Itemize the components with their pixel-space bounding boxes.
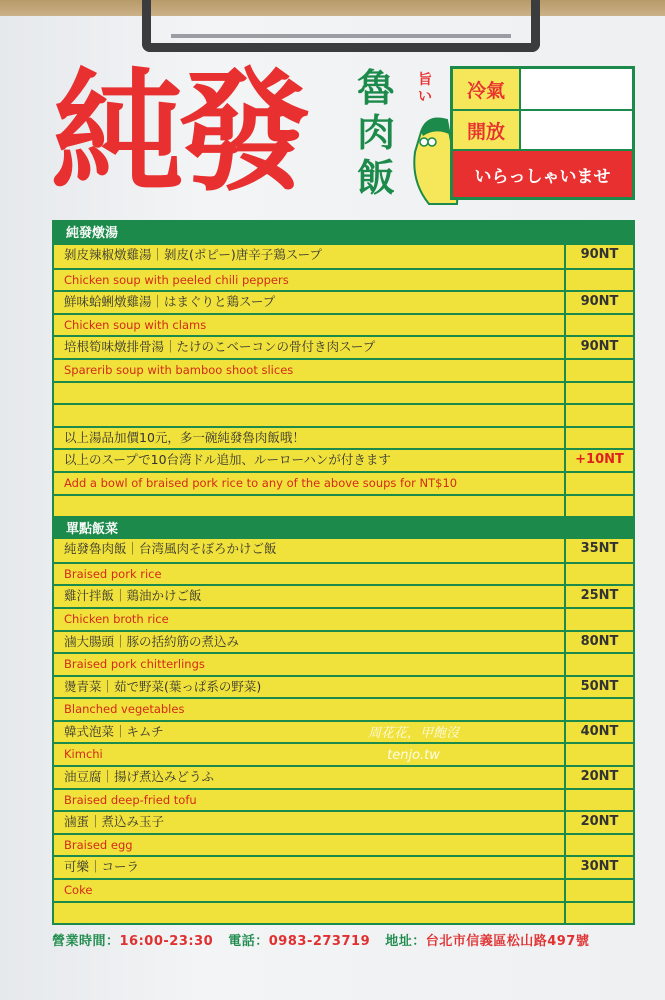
brand-logo: 純發	[52, 56, 304, 210]
item-name: 燙青菜｜茹で野菜(葉っぱ系の野菜)	[64, 678, 262, 694]
umai-label: 旨い	[418, 72, 432, 105]
footer-info: 營業時間：16:00-23:30 電話：0983-273719 地址：台北市信義區松山路497號	[52, 934, 590, 949]
item-name: 可樂｜コーラ	[64, 859, 140, 875]
item-price	[564, 880, 633, 901]
item-name: Braised pork rice	[64, 566, 162, 581]
brand-subtitle: 魯肉飯	[356, 66, 395, 200]
item-price: 50NT	[564, 677, 633, 698]
item-name: 滷蛋｜煮込み玉子	[64, 814, 165, 830]
item-name: 以上湯品加價10元，多一碗純發魯肉飯哦！	[64, 429, 305, 445]
item-name: Kimchi	[64, 747, 103, 762]
menu-row-english	[54, 607, 633, 630]
item-price	[564, 405, 633, 426]
sign-aircon: 冷氣	[452, 68, 520, 110]
watermark: 周花花，甲飽沒 tenjo.tw	[368, 726, 460, 763]
item-price	[564, 270, 633, 291]
item-price: 20NT	[564, 812, 633, 833]
sign-welcome: いらっしゃいませ	[452, 150, 633, 198]
item-name: 剝皮辣椒燉雞湯｜剝皮(ポピー)唐辛子鶏スープ	[64, 247, 323, 262]
item-name	[54, 903, 564, 924]
item-name: Braised egg	[64, 837, 133, 852]
menu-row	[54, 584, 633, 607]
sign-open: 開放	[452, 110, 520, 150]
item-name: Braised pork chitterlings	[64, 657, 205, 672]
menu-row	[54, 245, 633, 268]
item-name: 純發魯肉飯｜台湾風肉そぼろかけご飯	[64, 541, 277, 557]
item-price: 30NT	[564, 857, 633, 878]
item-name: 韓式泡菜｜キムチ	[64, 723, 164, 739]
item-price	[564, 496, 633, 517]
item-name: Add a bowl of braised pork rice to any of the above soups for NT$10	[64, 475, 458, 490]
item-price: 90NT	[564, 292, 633, 313]
menu-row-english	[54, 268, 633, 291]
menu-row-english	[54, 562, 633, 585]
item-price	[564, 790, 633, 811]
menu-row	[54, 720, 633, 743]
item-name: Blanched vegetables	[64, 702, 185, 717]
item-price	[564, 903, 633, 924]
item-price	[564, 744, 633, 765]
section-title: 純發燉湯	[54, 222, 633, 245]
item-name: Chicken soup with clams	[64, 317, 207, 332]
item-price	[564, 383, 633, 404]
menu-row	[54, 539, 633, 562]
item-price	[564, 835, 633, 856]
item-price	[564, 699, 633, 720]
menu-row	[54, 810, 633, 833]
item-name	[54, 405, 564, 426]
menu-row	[54, 335, 633, 358]
item-price: 40NT	[564, 722, 633, 743]
menu-row	[54, 403, 633, 426]
item-name: Chicken soup with peeled chili peppers	[64, 272, 289, 287]
menu-row	[54, 901, 633, 924]
menu-row-english	[54, 788, 633, 811]
item-price	[564, 564, 633, 585]
item-price: 90NT	[564, 245, 633, 268]
menu-row	[54, 675, 633, 698]
item-name: 以上のスープで10台湾ドル追加、ルーローハンが付きます	[64, 452, 391, 468]
item-name: Sparerib soup with bamboo shoot slices	[64, 362, 294, 377]
item-name: Chicken broth rice	[64, 611, 169, 626]
item-price	[564, 609, 633, 630]
address: 台北市信義區松山路497號	[425, 934, 590, 949]
menu-row-english	[54, 471, 633, 494]
menu-row-english	[54, 697, 633, 720]
opening-hours: 16:00-23:30	[119, 934, 214, 949]
menu-row	[54, 426, 633, 449]
item-name	[54, 496, 564, 517]
clipboard-clip	[142, 0, 540, 52]
menu-row	[54, 448, 633, 471]
item-name: 雞汁拌飯｜鶏油かけご飯	[64, 588, 202, 604]
menu-row	[54, 381, 633, 404]
menu-row	[54, 630, 633, 653]
menu-row-english	[54, 358, 633, 381]
item-name: 油豆腐｜揚げ煮込みどうふ	[64, 769, 215, 785]
item-name: Coke	[64, 883, 93, 898]
item-price: 80NT	[564, 632, 633, 653]
item-price: 35NT	[564, 539, 633, 562]
menu-row	[54, 855, 633, 878]
item-price	[564, 428, 633, 449]
item-name: 培根筍味燉排骨湯｜たけのこベーコンの骨付き肉スープ	[64, 339, 376, 355]
menu-row-english	[54, 742, 633, 765]
status-sign	[450, 66, 635, 200]
item-name: 滷大腸頭｜豚の括約筋の煮込み	[64, 633, 240, 649]
item-price	[564, 315, 633, 336]
menu-row-english	[54, 313, 633, 336]
menu-row-english	[54, 652, 633, 675]
item-price: 20NT	[564, 767, 633, 788]
item-price	[564, 360, 633, 381]
item-name: 鮮味蛤蜊燉雞湯｜はまぐりと鶏スープ	[64, 294, 276, 310]
item-price: +10NT	[564, 450, 633, 471]
menu-row	[54, 494, 633, 517]
section-title: 單點飯菜	[54, 516, 633, 539]
item-price	[564, 473, 633, 494]
menu-row-english	[54, 878, 633, 901]
menu-row	[54, 290, 633, 313]
menu-table	[52, 220, 635, 925]
item-price: 25NT	[564, 586, 633, 607]
item-price: 90NT	[564, 337, 633, 358]
item-price	[564, 654, 633, 675]
item-name: Braised deep-fried tofu	[64, 792, 197, 807]
item-name	[54, 383, 564, 404]
menu-row	[54, 765, 633, 788]
phone-number: 0983-273719	[268, 934, 371, 949]
menu-row-english	[54, 833, 633, 856]
